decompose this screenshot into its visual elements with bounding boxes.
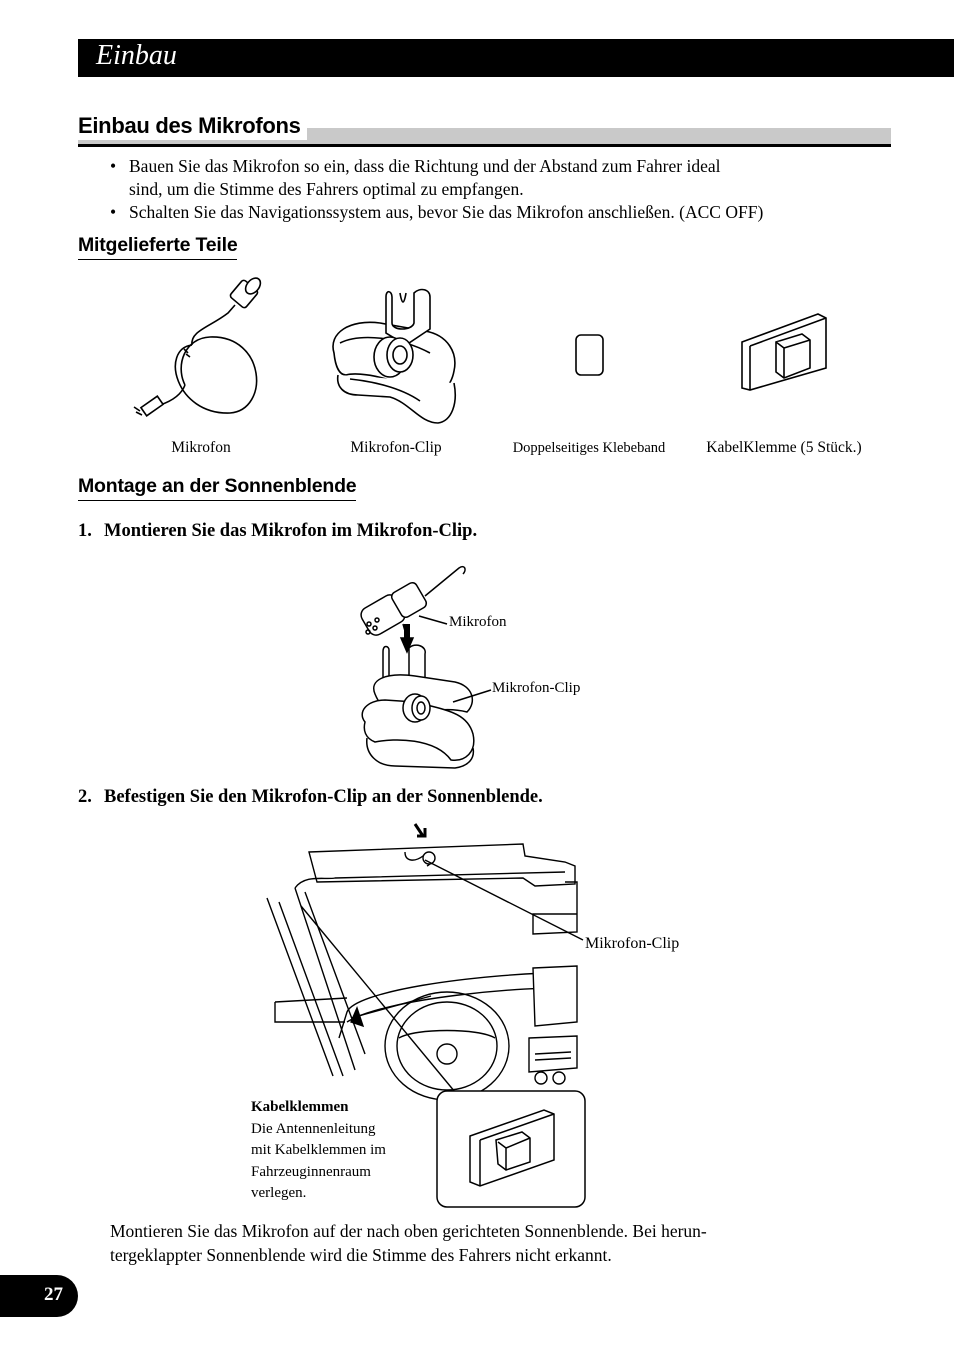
fig1-label-mic: Mikrofon bbox=[449, 614, 507, 630]
page-number-tab bbox=[0, 1275, 78, 1317]
step-text: Montieren Sie das Mikrofon im Mikrofon-Clip. bbox=[104, 521, 478, 541]
part-caption: Doppelseitiges Klebeband bbox=[512, 440, 666, 456]
step-number: 2. bbox=[78, 787, 92, 807]
bullet-marker: • bbox=[110, 202, 117, 222]
mic-clip-illustration bbox=[330, 283, 460, 428]
bullet-text-line: sind, um die Stimme des Fahrers optimal zu empfangen. bbox=[129, 179, 524, 199]
section-heading-rule bbox=[78, 144, 891, 147]
bullet-text-line: Schalten Sie das Navigationssystem aus, bevor Sie das Mikrofon anschließen. (ACC OFF) bbox=[129, 202, 764, 222]
clamps-title: Kabelklemmen bbox=[251, 1099, 349, 1115]
step-text: Befestigen Sie den Mikrofon-Clip an der Sonnenblende. bbox=[104, 787, 543, 807]
clamps-text-line: mit Kabelklemmen im bbox=[251, 1142, 386, 1158]
fig1-label-clip: Mikrofon-Clip bbox=[492, 680, 581, 696]
clamp-detail-inset bbox=[436, 1090, 586, 1208]
part-caption: Mikrofon-Clip bbox=[350, 439, 442, 456]
clamps-text-line: verlegen. bbox=[251, 1185, 307, 1201]
mounting-heading: Montage an der Sonnenblende bbox=[78, 474, 356, 501]
step-1 bbox=[78, 519, 477, 543]
step-number: 1. bbox=[78, 521, 92, 541]
section-title: Einbau des Mikrofons bbox=[78, 112, 307, 140]
sunvisor-install-diagram bbox=[265, 822, 585, 1080]
mic-into-clip-diagram bbox=[355, 562, 495, 770]
intro-bullet-list bbox=[110, 155, 900, 224]
clamps-text-line: Die Antennenleitung bbox=[251, 1120, 376, 1137]
clamps-note bbox=[251, 1097, 435, 1205]
bullet-text-line: Bauen Sie das Mikrofon so ein, dass die Richtung und der Abstand zum Fahrer ideal bbox=[129, 156, 721, 176]
adhesive-tape-illustration bbox=[574, 333, 606, 377]
microphone-illustration bbox=[130, 275, 270, 425]
page-number: 27 bbox=[44, 1284, 63, 1305]
fig2-label-clip: Mikrofon-Clip bbox=[585, 935, 680, 952]
closing-paragraph bbox=[110, 1219, 900, 1267]
chapter-title: Einbau bbox=[96, 40, 177, 71]
paragraph-line: Montieren Sie das Mikrofon auf der nach oben gerichteten Sonnenblende. Bei herun- bbox=[110, 1221, 707, 1241]
step-2 bbox=[78, 785, 543, 809]
chapter-header-bar bbox=[78, 39, 954, 77]
part-caption: Mikrofon bbox=[171, 439, 231, 456]
bullet-item bbox=[110, 201, 900, 224]
bullet-marker: • bbox=[110, 156, 117, 176]
section-heading bbox=[78, 112, 891, 148]
parts-heading: Mitgelieferte Teile bbox=[78, 233, 237, 260]
paragraph-line: tergeklappter Sonnenblende wird die Stimme des Fahrers nicht erkannt. bbox=[110, 1245, 612, 1265]
part-caption: KabelKlemme (5 Stück.) bbox=[706, 439, 862, 456]
clamps-text-line: Fahrzeuginnenraum bbox=[251, 1163, 371, 1180]
bullet-item bbox=[110, 155, 900, 201]
cable-clamp-illustration bbox=[740, 312, 830, 392]
